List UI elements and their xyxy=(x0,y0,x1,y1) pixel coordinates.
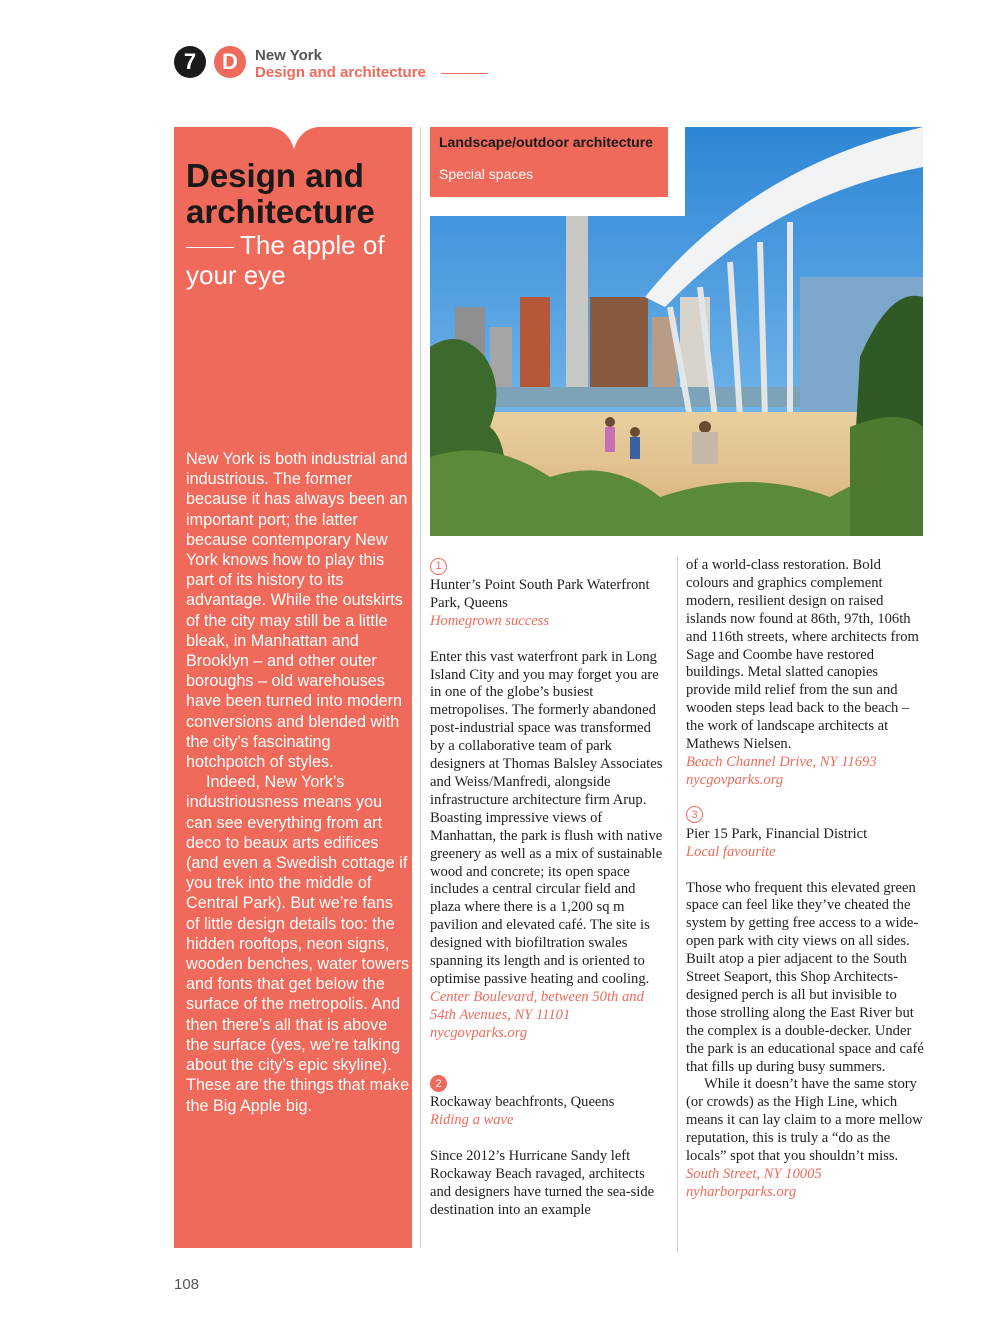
category-subtitle: Special spaces xyxy=(439,166,534,182)
intro-panel-notch xyxy=(270,127,318,151)
entry-2 xyxy=(430,1075,668,1220)
entry-address: Center Boulevard, between 50th and 54th Avenues, NY 11101 xyxy=(430,988,644,1023)
entry-address: Beach Channel Drive, NY 11693 xyxy=(686,753,877,770)
entry-paragraph: Those who frequent this elevated green space can feel like they’ve cheated the system by getting free access to a wide-open park with city views on all sides. Built atop a pier adjacent to the South Street Seaport, this Shop Architects-designed perch is all but invisible to those strolling along the East River but the complex is a double-decker. Under the park is an educational space and café that fills up during busy summers. xyxy=(686,879,924,1075)
entry-number-badge: 1 xyxy=(430,558,447,575)
entry-address: South Street, NY 10005 xyxy=(686,1166,822,1182)
entry-1 xyxy=(430,557,668,1043)
entries-column-right xyxy=(686,557,924,1202)
entry-website[interactable]: nycgovparks.org xyxy=(430,1024,528,1041)
intro-paragraph: New York is both industrial and industrious. The former because it has always been an important port; the latter because contemporary New York knows how to play this part of its history to its advantage. While the outskirts of the city may still be a little bleak, in Manhattan and Brooklyn – and other outer boroughs – old warehouses have been turned into modern conversions and blended with the city’s fascinating hotchpotch of styles. xyxy=(186,450,408,772)
section-letter-badge: D xyxy=(214,46,246,78)
subtitle-dash xyxy=(186,247,234,248)
chapter-number-badge: 7 xyxy=(174,46,206,78)
entry-body: Since 2012’s Hurricane Sandy left Rockaway Beach ravaged, architects and designers have turned the sea-side destination into an example xyxy=(430,1148,655,1218)
entry-tagline: Local favourite xyxy=(686,843,776,860)
entry-body xyxy=(686,880,924,1167)
entries-column-left xyxy=(430,557,668,1220)
entry-3 xyxy=(686,806,924,1202)
column-divider xyxy=(677,557,678,1252)
entry-number-badge: 2 xyxy=(430,1075,447,1092)
header-rule xyxy=(441,73,488,74)
intro-subtitle xyxy=(186,230,408,290)
entry-tagline: Homegrown success xyxy=(430,612,550,629)
entry-title: Rockaway beachfronts, Queens xyxy=(430,1094,615,1111)
header-city: New York xyxy=(255,47,322,64)
entry-body-continued: of a world-class restoration. Bold colours and graphics complement modern, resilient design on raised islands now found at 86th, 97th, 106th and 116th streets, where architects from Sage and Coombe have restored buildings. Metal slatted canopies provide mild relief from the sun and wooden steps lead back to the beach – the work of landscape architects at Mathews Nielsen. xyxy=(686,557,919,753)
intro-title: Design and architecture xyxy=(186,157,375,230)
intro-paragraph: Indeed, New York’s industriousness means you can see everything from art deco to beaux arts edifices (and even a Swedish cottage if you trek into the middle of Central Park). But we’re fans of little design details too: the hidden rooftops, neon signs, wooden benches, water towers and fonts that get below the surface of the metropolis. And then there’s all that is above the surface (yes, we’re talking about the city’s epic skyline). These are the things that make the Big Apple big. xyxy=(186,773,410,1115)
column-divider xyxy=(420,127,421,1248)
page-number: 108 xyxy=(174,1276,200,1293)
entry-paragraph: While it doesn’t have the same story (or crowds) as the High Line, which means it can lay claim to a more mellow reputation, this is truly a “do as the locals” spot that you shouldn’t miss. xyxy=(686,1076,923,1165)
intro-body xyxy=(186,449,410,1116)
entry-title: Hunter’s Point South Park Waterfront Park, Queens xyxy=(430,576,650,611)
entry-website[interactable]: nycgovparks.org xyxy=(686,771,784,788)
entry-body: Enter this vast waterfront park in Long Island City and you may forget you are in one of the globe’s busiest metropolises. The formerly abandoned post-industrial space was transformed by a collaborative team of park designers at Thomas Balsley Associates and Weiss/Manfredi, alongside infrastructure architecture firm Arup. Boasting impressive views of Manhattan, the park is flush with native greenery as well as a mix of sustainable wood and concrete; its open space includes a central circular field and plaza where there is a 1,200 sq m pavilion and elevated café. The site is designed with biofiltration swales spanning its length and is oriented to optimise passive heating and cooling. xyxy=(430,648,663,987)
category-title: Landscape/outdoor architecture xyxy=(439,134,653,150)
intro-subtitle-text: The apple of your eye xyxy=(186,230,385,290)
header-section: Design and architecture xyxy=(255,64,426,81)
entry-website[interactable]: nyharborparks.org xyxy=(686,1183,797,1200)
entry-number-badge: 3 xyxy=(686,806,703,823)
entry-tagline: Riding a wave xyxy=(430,1112,514,1129)
entry-title: Pier 15 Park, Financial District xyxy=(686,825,868,842)
